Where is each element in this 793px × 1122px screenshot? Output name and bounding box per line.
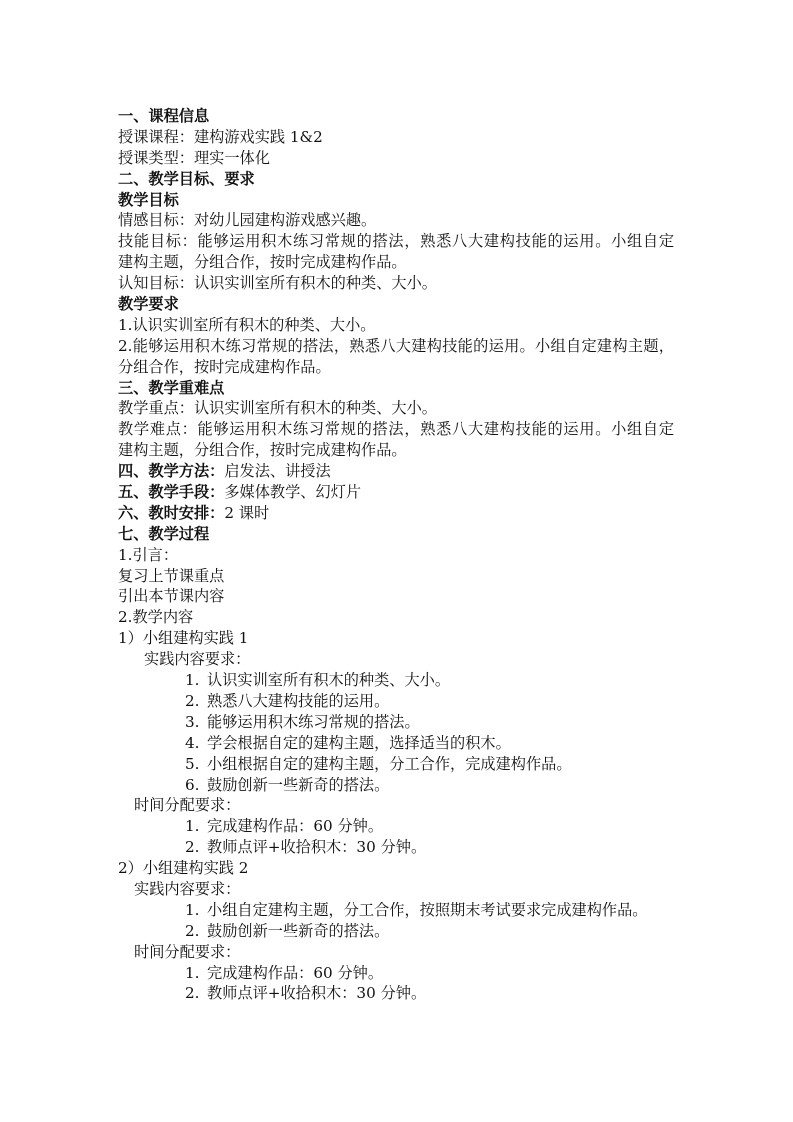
difficult-point: 教学难点：能够运用积木练习常规的搭法，熟悉八大建构技能的运用。小组自定 <box>118 420 674 439</box>
subheading: 教学要求 <box>118 295 179 314</box>
list-text: 完成建构作品：60 分钟。 <box>207 963 384 982</box>
requirement: 1.认识实训室所有积木的种类、大小。 <box>118 315 376 334</box>
time-req-label: 时间分配要求： <box>134 796 241 815</box>
list-number: 1. <box>185 817 200 836</box>
list-number: 6. <box>185 775 200 794</box>
requirement: 2.能够运用积木练习常规的搭法，熟悉八大建构技能的运用。小组自定建构主题， <box>118 336 674 355</box>
list-number: 2. <box>185 984 200 1003</box>
document-page <box>118 106 674 1004</box>
list-item <box>118 733 674 754</box>
list-text: 小组自定建构主题，分工合作，按照期末考试要求完成建构作品。 <box>207 900 648 919</box>
list-text: 能够运用积木练习常规的搭法。 <box>207 712 420 731</box>
list-text: 完成建构作品：60 分钟。 <box>207 817 384 836</box>
section-heading: 五、教学手段： <box>118 483 225 502</box>
list-number: 1. <box>185 963 200 982</box>
list-number: 1. <box>185 900 200 919</box>
list-text: 鼓励创新一些新奇的搭法。 <box>207 921 390 940</box>
list-item <box>118 691 674 712</box>
list-item <box>118 900 674 921</box>
difficult-point-cont: 建构主题，分组合作，按时完成建构作品。 <box>118 441 407 460</box>
list-item <box>118 921 674 942</box>
content-label: 2.教学内容 <box>118 608 194 627</box>
section-heading: 二、教学目标、要求 <box>118 169 255 188</box>
list-item <box>118 670 674 691</box>
skill-goal-cont: 建构主题，分组合作，按时完成建构作品。 <box>118 253 407 272</box>
requirement-cont: 分组合作，按时完成建构作品。 <box>118 357 331 376</box>
list-number: 4. <box>185 733 200 752</box>
section-heading: 七、教学过程 <box>118 524 210 543</box>
emotion-goal: 情感目标：对幼儿园建构游戏感兴趣。 <box>118 211 377 230</box>
schedule-line <box>118 503 674 524</box>
skill-goal: 技能目标：能够运用积木练习常规的搭法，熟悉八大建构技能的运用。小组自定 <box>118 232 674 251</box>
section-heading: 四、教学方法： <box>118 462 225 481</box>
list-item <box>118 712 674 733</box>
methods-value: 启发法、讲授法 <box>224 462 331 481</box>
list-item <box>118 983 674 1004</box>
course-type: 授课类型：理实一体化 <box>118 148 270 167</box>
section-heading: 六、教时安排： <box>118 503 225 522</box>
list-number: 2. <box>185 691 200 710</box>
means-value: 多媒体教学、幻灯片 <box>224 483 361 502</box>
list-number: 3. <box>185 712 200 731</box>
list-number: 2. <box>185 921 200 940</box>
intro-item: 引出本节课内容 <box>118 587 225 606</box>
schedule-value: 2 课时 <box>224 503 270 522</box>
list-text: 小组根据自定的建构主题，分工合作，完成建构作品。 <box>207 754 572 773</box>
key-point: 教学重点：认识实训室所有积木的种类、大小。 <box>118 399 437 418</box>
list-item <box>118 963 674 984</box>
list-item <box>118 775 674 796</box>
cognition-goal: 认知目标：认识实训室所有积木的种类、大小。 <box>118 274 437 293</box>
list-item <box>118 754 674 775</box>
practice-title: 2）小组建构实践 2 <box>118 859 249 878</box>
list-text: 教师点评+收拾积木：30 分钟。 <box>207 838 427 857</box>
list-text: 学会根据自定的建构主题，选择适当的积木。 <box>207 733 511 752</box>
section-heading: 一、课程信息 <box>118 107 210 125</box>
list-text: 认识实训室所有积木的种类、大小。 <box>207 671 450 690</box>
list-number: 5. <box>185 754 200 773</box>
time-req-label: 时间分配要求： <box>134 942 241 961</box>
section-heading: 三、教学重难点 <box>118 378 225 397</box>
list-text: 熟悉八大建构技能的运用。 <box>207 691 390 710</box>
methods-line <box>118 461 674 482</box>
content-req-label: 实践内容要求： <box>144 650 251 669</box>
means-line <box>118 482 674 503</box>
practice-title: 1）小组建构实践 1 <box>118 629 249 648</box>
content-req-label: 实践内容要求： <box>134 879 241 898</box>
list-number: 2. <box>185 838 200 857</box>
course-name: 授课课程：建构游戏实践 1&2 <box>118 127 323 146</box>
list-item <box>118 837 674 858</box>
intro-item: 复习上节课重点 <box>118 566 225 585</box>
subheading: 教学目标 <box>118 190 179 209</box>
list-item <box>118 816 674 837</box>
list-text: 鼓励创新一些新奇的搭法。 <box>207 775 390 794</box>
list-number: 1. <box>185 671 200 690</box>
list-text: 教师点评+收拾积木：30 分钟。 <box>207 984 427 1003</box>
intro-label: 1.引言： <box>118 545 179 564</box>
